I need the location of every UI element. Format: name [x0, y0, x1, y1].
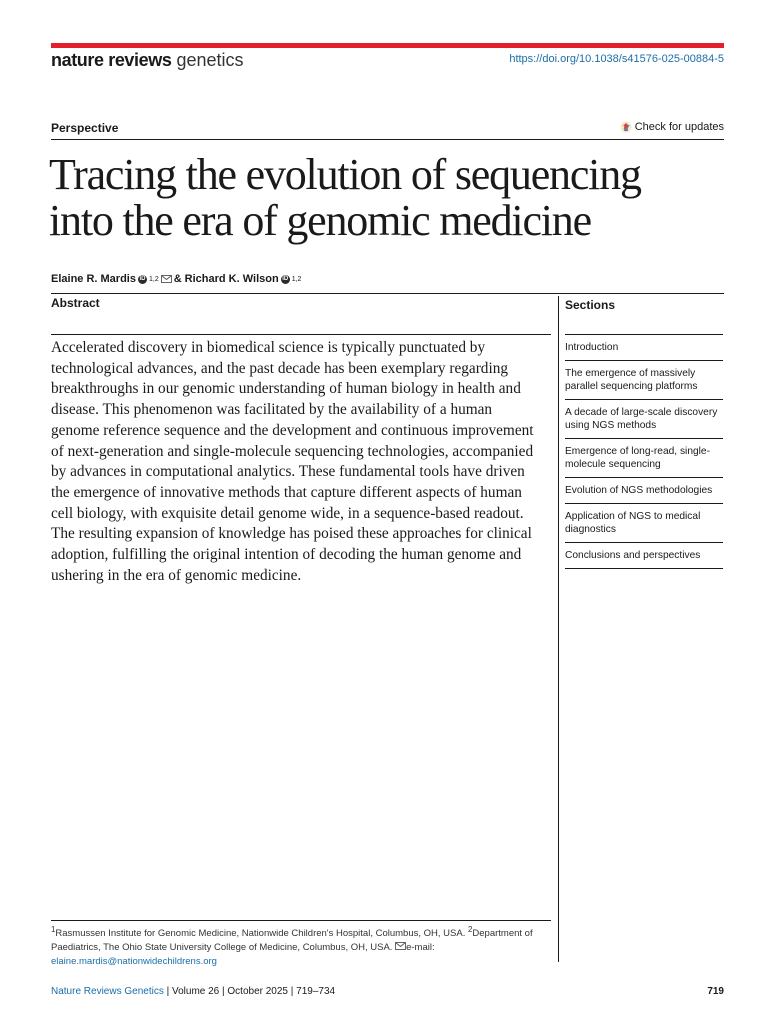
- author-1-affiliation: 1,2: [148, 275, 159, 283]
- author-2-affiliation: 1,2: [291, 275, 302, 283]
- section-link[interactable]: Evolution of NGS methodologies: [565, 477, 723, 503]
- affiliation-1: Rasmussen Institute for Genomic Medicine, Nationwide Children's Hospital, Columbus, OH, USA.: [55, 928, 466, 940]
- author-separator: &: [173, 273, 182, 285]
- section-link[interactable]: Introduction: [565, 334, 723, 360]
- affiliations-footnote: [51, 923, 541, 969]
- email-label: e-mail:: [406, 942, 435, 954]
- title-line-2: into the era of genomic medicine: [49, 196, 591, 245]
- doi-link[interactable]: https://doi.org/10.1038/s41576-025-00884-5: [509, 53, 724, 65]
- article-type: Perspective: [51, 121, 119, 135]
- top-accent-bar: [51, 43, 724, 48]
- check-updates-icon: [620, 121, 632, 133]
- sections-heading: Sections: [565, 298, 616, 312]
- orcid-icon[interactable]: iD: [139, 275, 146, 282]
- footnote-divider: [51, 920, 551, 921]
- envelope-icon: [395, 942, 406, 950]
- column-divider: [558, 296, 559, 962]
- check-for-updates-button[interactable]: [620, 121, 724, 133]
- section-link[interactable]: A decade of large-scale discovery using NGS methods: [565, 399, 723, 438]
- abstract-heading: Abstract: [51, 296, 100, 310]
- journal-name[interactable]: [51, 49, 244, 71]
- page-number: 719: [707, 986, 724, 997]
- email-link[interactable]: elaine.mardis@nationwidechildrens.org: [51, 956, 217, 968]
- section-link[interactable]: Emergence of long-read, single-molecule sequencing: [565, 438, 723, 477]
- orcid-icon[interactable]: iD: [282, 275, 289, 282]
- footnote-sup-1: 1: [51, 925, 56, 934]
- page-footer: [51, 986, 335, 997]
- journal-name-bold: nature reviews: [51, 50, 172, 70]
- author-2[interactable]: Richard K. Wilson: [184, 273, 279, 285]
- affiliation-2: Department of Paediatrics, The Ohio State University College of Medicine, Columbus, OH, USA.: [51, 928, 533, 954]
- header-divider: [51, 139, 724, 140]
- section-link[interactable]: The emergence of massively parallel sequencing platforms: [565, 360, 723, 399]
- title-line-1: Tracing the evolution of sequencing: [49, 150, 641, 199]
- envelope-icon[interactable]: [161, 275, 172, 283]
- author-list: [51, 273, 301, 285]
- footer-details: | Volume 26 | October 2025 | 719–734: [163, 986, 336, 997]
- section-link[interactable]: Conclusions and perspectives: [565, 542, 723, 569]
- section-link[interactable]: Application of NGS to medical diagnostics: [565, 503, 723, 542]
- abstract-divider: [51, 334, 551, 335]
- authors-divider: [51, 293, 724, 294]
- journal-name-light: genetics: [176, 50, 244, 70]
- footer-journal-link[interactable]: Nature Reviews Genetics: [51, 986, 164, 997]
- footnote-sup-2: 2: [468, 925, 473, 934]
- check-updates-label: Check for updates: [634, 121, 724, 133]
- sections-list: [565, 334, 723, 569]
- abstract-text: Accelerated discovery in biomedical science is typically punctuated by technological advances, and the past decade has been exemplary regarding breakthroughs in our genomic understanding of human biology in health and disease. This phenomenon was facilitated by the availability of a human genome reference sequence and the development and continuous improvement of next-generation and single-molecule sequencing technologies, accompanied by advances in computational analytics. These fundamental tools have driven the emergence of innovative methods that capture different aspects of human cell biology, with exquisite detail genome wide, in a sequence-based readout. The resulting expansion of knowledge has poised these approaches for clinical adoption, fulfilling the original intention of decoding the human genome and ushering in the era of genomic medicine.: [51, 339, 534, 584]
- article-title: [49, 152, 729, 244]
- author-1[interactable]: Elaine R. Mardis: [51, 273, 136, 285]
